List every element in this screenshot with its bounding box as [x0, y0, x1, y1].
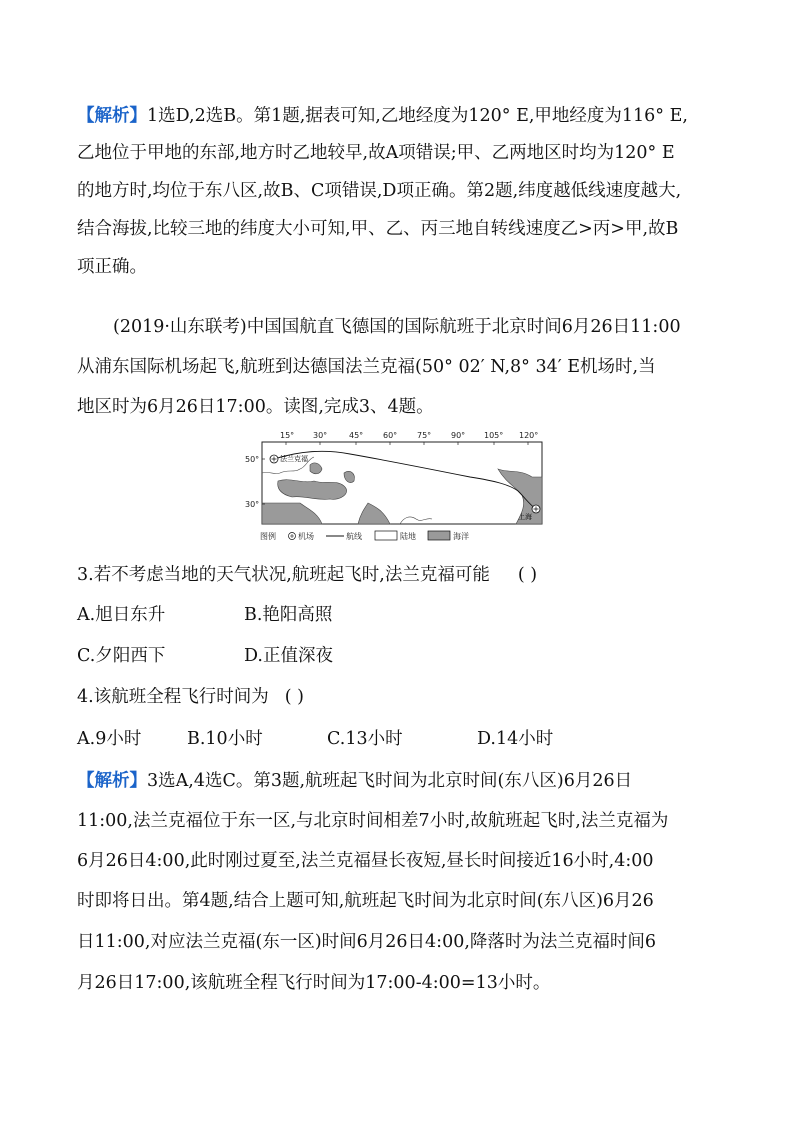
question-3-bracket: ( )	[517, 565, 538, 585]
q3-option-d[interactable]: D.正值深夜	[244, 646, 333, 666]
q4-option-c[interactable]: C.13小时	[327, 729, 403, 749]
analysis-1-line-4: 结合海拔,比较三地的纬度大小可知,甲、乙、丙三地自转线速度乙>丙>甲,故B	[77, 219, 679, 239]
legend-route: 航线	[346, 532, 362, 541]
question-3-text: 3.若不考虑当地的天气状况,航班起飞时,法兰克福可能	[77, 565, 490, 585]
analysis-2-line-4: 时即将日出。第4题,结合上题可知,航班起飞时间为北京时间(东八区)6月26	[77, 891, 654, 911]
shanghai-airport-icon	[532, 505, 540, 513]
lon-label-90: 90°	[451, 431, 466, 440]
analysis-1-line-5: 项正确。	[77, 257, 147, 277]
lon-label-30: 30°	[313, 431, 328, 440]
analysis-2-line-3: 6月26日4:00,此时刚过夏至,法兰克福昼长夜短,昼长时间接近16小时,4:00	[77, 851, 654, 871]
intro-line-2: 从浦东国际机场起飞,航班到达德国法兰克福(50° 02′ N,8° 34′ E机场时,当	[77, 357, 656, 377]
q4-option-d[interactable]: D.14小时	[477, 729, 554, 749]
analysis-2-line-1	[77, 773, 632, 791]
map-legend	[260, 531, 469, 541]
frankfurt-airport-icon	[270, 455, 278, 463]
lon-label-15: 15°	[280, 431, 295, 440]
analysis-tag: 【解析】	[77, 771, 147, 791]
question-3-stem	[77, 567, 537, 585]
question-4-text: 4.该航班全程飞行时间为	[77, 687, 269, 707]
lat-label-50: 50°	[245, 455, 260, 464]
analysis-2-line-6: 月26日17:00,该航班全程飞行时间为17:00-4:00=13小时。	[77, 973, 551, 993]
lon-label-105: 105°	[484, 431, 504, 440]
q3-option-c[interactable]: C.夕阳西下	[77, 646, 166, 666]
q3-option-a[interactable]: A.旭日东升	[77, 605, 166, 625]
legend-title: 图例	[260, 532, 276, 541]
lon-label-60: 60°	[383, 431, 398, 440]
frankfurt-label: 法兰克福	[280, 455, 308, 463]
legend-airport: 机场	[298, 532, 314, 541]
analysis-1-line-1	[77, 108, 688, 126]
q4-option-a[interactable]: A.9小时	[77, 729, 142, 749]
intro-line-3: 地区时为6月26日17:00。读图,完成3、4题。	[77, 397, 434, 417]
analysis-tag: 【解析】	[77, 106, 147, 126]
flight-route-map	[240, 429, 550, 547]
analysis-1-line-3: 的地方时,均位于东八区,故B、C项错误,D项正确。第2题,纬度越低线速度越大,	[77, 181, 682, 201]
lon-label-75: 75°	[417, 431, 432, 440]
intro-line-1: (2019·山东联考)中国国航直飞德国的国际航班于北京时间6月26日11:00	[113, 317, 681, 337]
q3-option-b[interactable]: B.艳阳高照	[244, 605, 333, 625]
question-4-bracket: ( )	[284, 687, 304, 707]
analysis-1-line-2: 乙地位于甲地的东部,地方时乙地较早,故A项错误;甲、乙两地区时均为120° E	[77, 143, 675, 163]
question-4-stem	[77, 689, 304, 707]
analysis-2-line-5: 日11:00,对应法兰克福(东一区)时间6月26日4:00,降落时为法兰克福时间6	[77, 932, 657, 952]
analysis-2-line-2: 11:00,法兰克福位于东一区,与北京时间相差7小时,故航班起飞时,法兰克福为	[77, 811, 669, 831]
analysis-text: 1选D,2选B。第1题,据表可知,乙地经度为120° E,甲地经度为116° E,	[147, 106, 688, 126]
legend-ocean: 海洋	[453, 532, 469, 541]
shanghai-label: 上海	[518, 513, 532, 521]
lon-label-120: 120°	[519, 431, 539, 440]
q4-option-b[interactable]: B.10小时	[187, 729, 263, 749]
legend-land: 陆地	[400, 532, 416, 541]
lon-label-45: 45°	[349, 431, 364, 440]
analysis-text: 3选A,4选C。第3题,航班起飞时间为北京时间(东八区)6月26日	[147, 771, 633, 791]
lat-label-30: 30°	[245, 500, 260, 509]
